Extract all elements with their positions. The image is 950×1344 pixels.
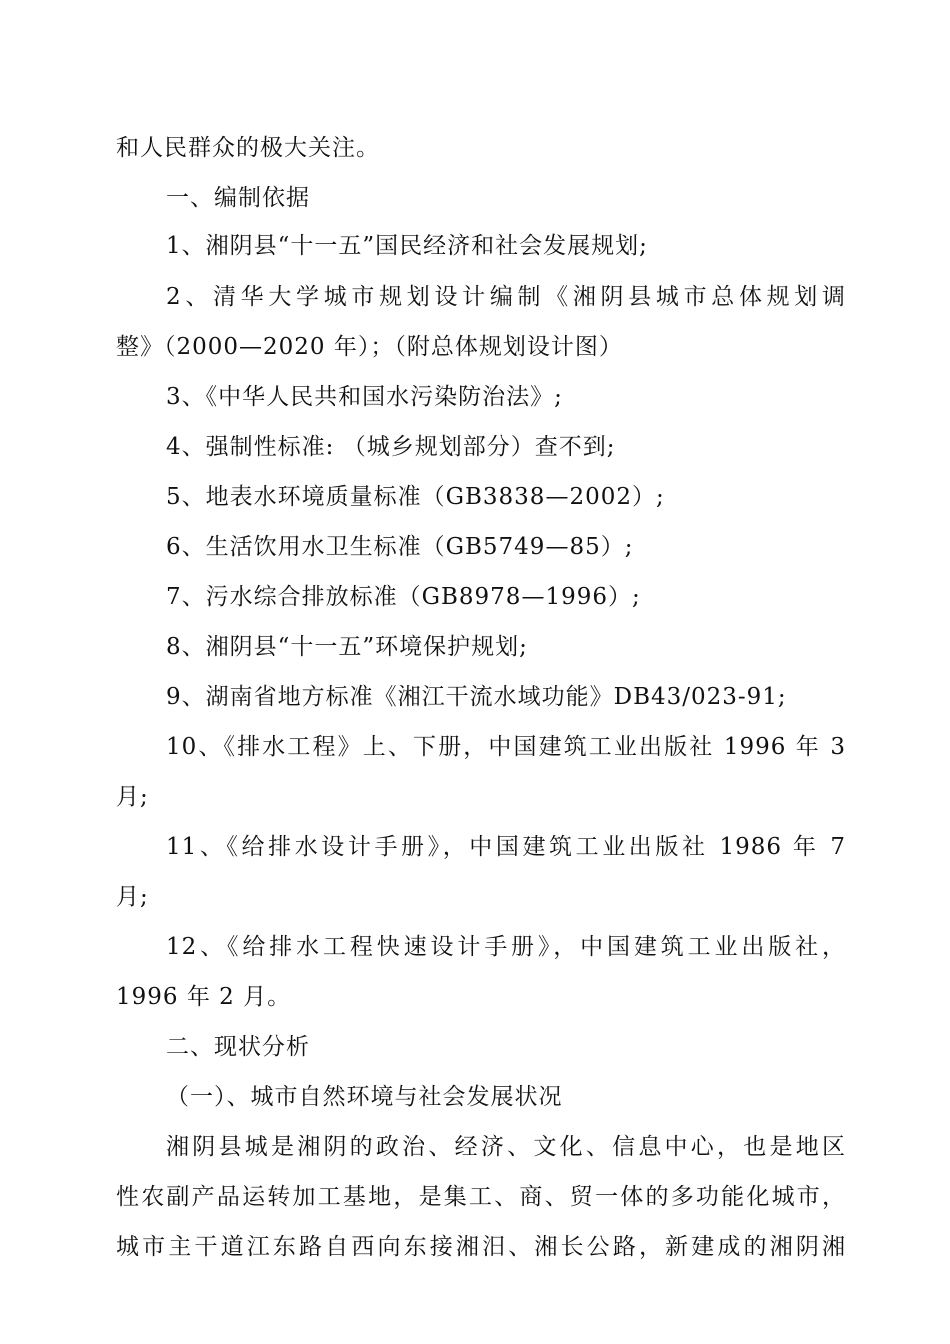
- section-heading-analysis: 二、现状分析: [166, 1034, 310, 1060]
- list-item-8: 8、湘阴县“十一五”环境保护规划;: [166, 634, 528, 660]
- list-item-11: 11、《给排水设计手册》，中国建筑工业出版社 1986 年 7: [166, 834, 846, 860]
- list-item-10: 10、《排水工程》上、下册，中国建筑工业出版社 1996 年 3: [166, 734, 846, 760]
- list-item-12-continuation: 1996 年 2 月。: [116, 984, 292, 1010]
- list-item-11-continuation: 月;: [116, 884, 149, 910]
- subsection-heading: （一）、城市自然环境与社会发展状况: [166, 1084, 563, 1110]
- list-item-10-continuation: 月;: [116, 784, 149, 810]
- list-item-6: 6、生活饮用水卫生标准（GB5749—85）;: [166, 534, 634, 560]
- list-item-5: 5、地表水环境质量标准（GB3838—2002）;: [166, 484, 665, 510]
- list-item-2: 2、清华大学城市规划设计编制《湘阴县城市总体规划调: [166, 284, 846, 310]
- list-item-12: 12、《给排水工程快速设计手册》，中国建筑工业出版社，: [166, 934, 846, 960]
- body-paragraph-line-1: 湘阴县城是湘阴的政治、经济、文化、信息中心，也是地区: [166, 1134, 846, 1160]
- list-item-2-continuation: 整》（2000—2020 年）；（附总体规划设计图）: [116, 334, 623, 360]
- list-item-1: 1、湘阴县“十一五”国民经济和社会发展规划;: [166, 233, 648, 259]
- list-item-7: 7、污水综合排放标准（GB8978—1996）;: [166, 584, 641, 610]
- paragraph-continuation: 和人民群众的极大关注。: [116, 135, 380, 161]
- body-paragraph-line-2: 性农副产品运转加工基地，是集工、商、贸一体的多功能化城市，: [116, 1184, 846, 1210]
- body-paragraph-line-3: 城市主干道江东路自西向东接湘汨、湘长公路，新建成的湘阴湘: [116, 1234, 846, 1260]
- list-item-3: 3、《中华人民共和国水污染防治法》;: [166, 384, 563, 410]
- list-item-4: 4、强制性标准: （城乡规划部分）查不到;: [166, 434, 616, 460]
- section-heading-basis: 一、编制依据: [166, 185, 310, 211]
- list-item-9: 9、湖南省地方标准《湘江干流水域功能》DB43/023-91;: [166, 684, 787, 710]
